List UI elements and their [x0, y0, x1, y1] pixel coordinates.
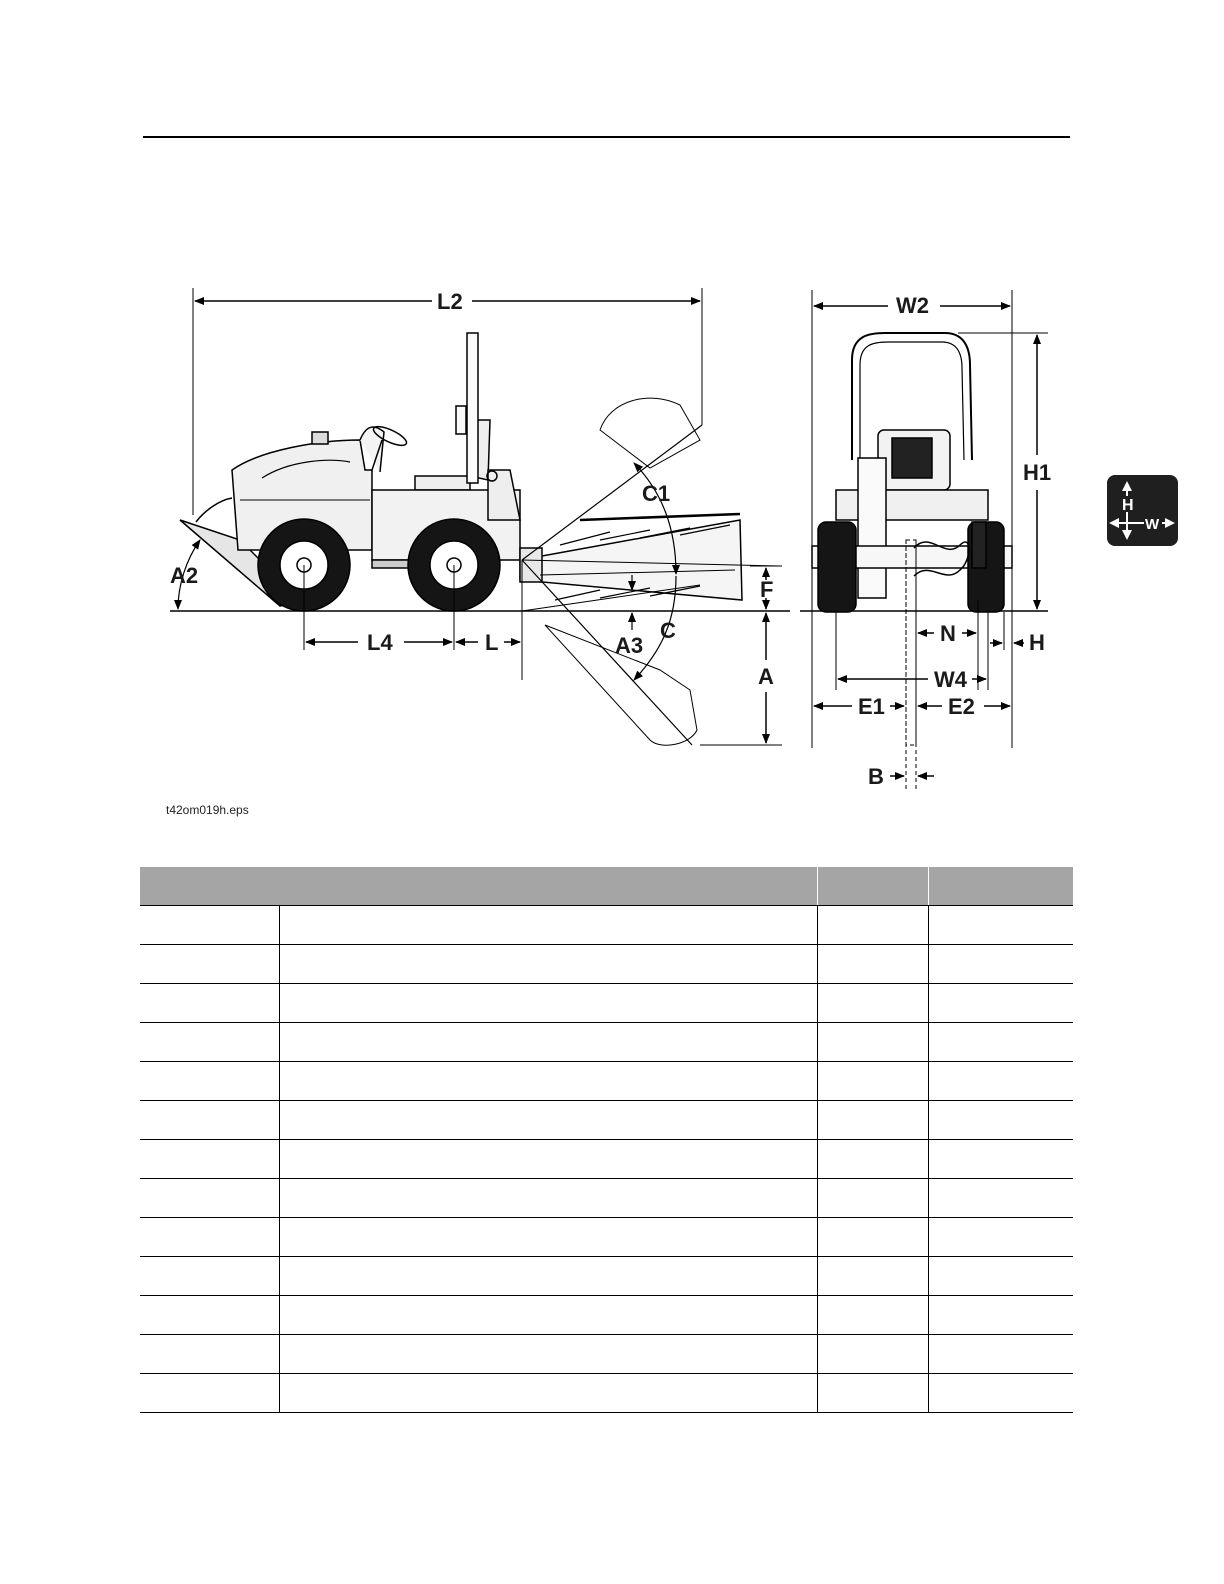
table-cell [929, 984, 1073, 1023]
dimensions-icon [1107, 475, 1178, 546]
table-cell [279, 906, 817, 945]
table-cell [929, 1140, 1073, 1179]
table-cell [279, 1374, 817, 1413]
table-cell [817, 1101, 928, 1140]
label-W2: W2 [896, 293, 929, 318]
table-cell [279, 984, 817, 1023]
label-L4: L4 [367, 630, 393, 655]
table-cell [279, 1140, 817, 1179]
specifications-table [140, 867, 1073, 1413]
table-row [140, 1023, 1073, 1062]
label-B: B [868, 764, 884, 789]
front-view [800, 290, 1048, 790]
table-cell [140, 1296, 279, 1335]
table-row [140, 945, 1073, 984]
table-cell [279, 1218, 817, 1257]
dimensions-tab[interactable] [1107, 475, 1178, 546]
table-cell [929, 1218, 1073, 1257]
table-cell [279, 1296, 817, 1335]
table-cell [929, 945, 1073, 984]
figure-caption: t42om019h.eps [166, 803, 249, 817]
label-H: H [1029, 630, 1045, 655]
table-row [140, 906, 1073, 945]
table-cell [817, 1218, 928, 1257]
table-cell [817, 1374, 928, 1413]
table-row [140, 1062, 1073, 1101]
table-row [140, 1101, 1073, 1140]
header-col-2 [817, 867, 928, 906]
side-view [170, 288, 790, 745]
table-cell [279, 1023, 817, 1062]
label-C: C [660, 618, 676, 643]
table-cell [140, 1257, 279, 1296]
label-E2: E2 [948, 694, 975, 719]
table-cell [929, 1023, 1073, 1062]
table-cell [817, 1257, 928, 1296]
label-N: N [940, 621, 956, 646]
table-cell [140, 1335, 279, 1374]
table-cell [279, 1062, 817, 1101]
label-H1: H1 [1023, 460, 1052, 485]
table-cell [817, 1335, 928, 1374]
table-cell [140, 1374, 279, 1413]
icon-h-label: H [1122, 497, 1134, 514]
table-cell [929, 1257, 1073, 1296]
table-row [140, 1374, 1073, 1413]
table-cell [140, 984, 279, 1023]
table-cell [140, 1101, 279, 1140]
label-E1: E1 [858, 694, 885, 719]
table-cell [140, 1062, 279, 1101]
table-row [140, 1179, 1073, 1218]
table-cell [929, 1296, 1073, 1335]
header-col-3 [929, 867, 1073, 906]
table-cell [817, 1296, 928, 1335]
table-cell [279, 1335, 817, 1374]
table-cell [279, 945, 817, 984]
table-cell [929, 906, 1073, 945]
table-row [140, 1296, 1073, 1335]
table-cell [817, 906, 928, 945]
table-cell [929, 1179, 1073, 1218]
header-description [140, 867, 817, 906]
label-A: A [758, 664, 774, 689]
label-A2: A2 [170, 563, 199, 588]
table-cell [817, 945, 928, 984]
table-cell [817, 1179, 928, 1218]
table-row [140, 1218, 1073, 1257]
table-cell [140, 1179, 279, 1218]
table-cell [140, 906, 279, 945]
table-cell [929, 1101, 1073, 1140]
table-cell [817, 1140, 928, 1179]
label-W4: W4 [934, 667, 967, 692]
table-cell [140, 1140, 279, 1179]
label-A3: A3 [615, 633, 644, 658]
label-L: L [485, 630, 499, 655]
table-cell [279, 1101, 817, 1140]
table-cell [929, 1335, 1073, 1374]
table-cell [279, 1179, 817, 1218]
table-cell [817, 984, 928, 1023]
table-cell [279, 1257, 817, 1296]
table-header-row [140, 867, 1073, 906]
table-row [140, 984, 1073, 1023]
table-cell [140, 945, 279, 984]
table-cell [140, 1218, 279, 1257]
label-C1: C1 [642, 481, 671, 506]
table-cell [140, 1023, 279, 1062]
label-F: F [760, 577, 774, 602]
table-cell [929, 1062, 1073, 1101]
table-cell [817, 1062, 928, 1101]
table-row [140, 1335, 1073, 1374]
table-cell [817, 1023, 928, 1062]
table-cell [929, 1374, 1073, 1413]
label-L2: L2 [437, 289, 463, 314]
table-row [140, 1140, 1073, 1179]
icon-w-label: W [1145, 516, 1160, 533]
table-row [140, 1257, 1073, 1296]
